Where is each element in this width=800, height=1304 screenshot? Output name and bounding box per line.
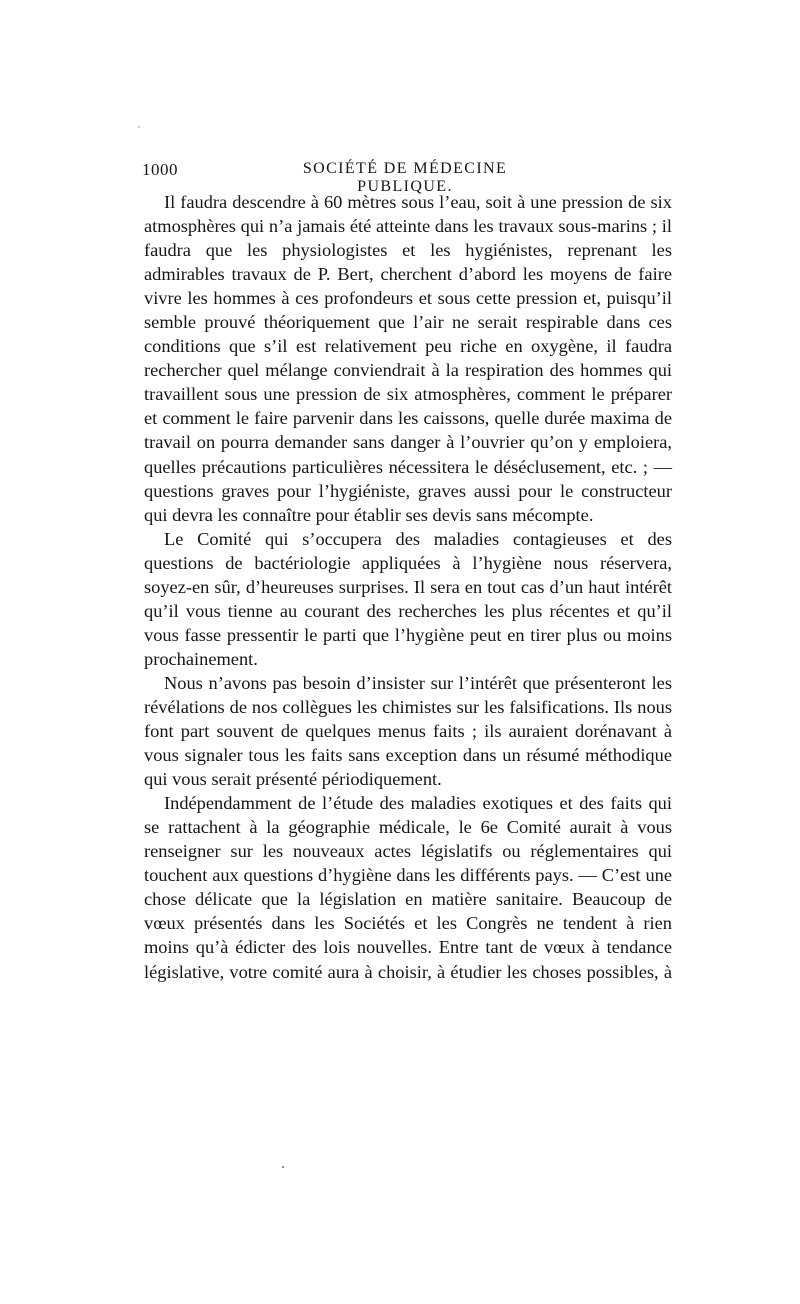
page-number: 1000 [142,160,178,179]
running-header: SOCIÉTÉ DE MÉDECINE PUBLIQUE. [302,160,508,195]
paragraph-contagious-diseases-committee: Le Comité qui s’occupera des maladies contagieuses et des questions de bactériologie appliquées à l’hygiène nous réservera, soyez-en sûr, d’heureuses surprises. Il sera en tout cas d’un haut intérêt qu’il vous tienne au courant des recherches les plus récentes et qu’il vous fasse pressentir le parti que l’hygiène peut en tirer plus ou moins prochainement. [144,528,672,669]
text-body [144,190,672,984]
paragraph-chemists-falsifications: Nous n’avons pas besoin d’insister sur l’intérêt que présenteront les révélations de nos collègues les chimistes sur les falsifications. Ils nous font part souvent de quelques menus faits ; ils auraient dorénavant à vous signaler tous les faits sans exception dans un résumé méthodique qui vous serait présenté périodiquement. [144,672,672,790]
paragraph-diving-research: Il faudra descendre à 60 mètres sous l’eau, soit à une pression de six atmosphères qui n’a jamais été atteinte dans les travaux sous-marins ; il faudra que les physiologistes et les hygiénistes, reprenant les admirables travaux de P. Bert, cherchent d’abord les moyens de faire vivre les hommes à ces profondeurs et sous cette pression et, puisqu’il semble prouvé théoriquement que l’air ne serait respirable dans ces conditions que s’il est relativement peu riche en oxygène, il faudra rechercher quel mélange conviendrait à la respiration des hommes qui travaillent sous une pression de six atmosphères, comment le préparer et comment le faire parvenir dans les caissons, quelle durée maxima de travail on pourra demander sans danger à l’ouvrier qu’on y emploiera, quelles précautions particulières nécessitera le déséclusement, etc. ; — questions graves pour l’hygiéniste, graves aussi pour le constructeur qui devra les connaître pour établir ses devis sans mécompte. [144,192,672,525]
paper-speck [138,126,140,128]
paragraph-sanitary-legislation: Indépendamment de l’étude des maladies exotiques et des faits qui se rattachent à la géographie médicale, le 6e Comité aurait à vous renseigner sur les nouveaux actes législatifs ou réglementaires qui touchent aux questions d’hygiène dans les différents pays. — C’est une chose délicate que la législation en matière sanitaire. Beaucoup de vœux présentés dans les Sociétés et les Congrès ne tendent à rien moins qu’à édicter des lois nouvelles. Entre tant de vœux à tendance législative, votre comité aura à choisir, à étudier les choses possibles, à [144,793,672,982]
paper-speck [282,1166,284,1168]
